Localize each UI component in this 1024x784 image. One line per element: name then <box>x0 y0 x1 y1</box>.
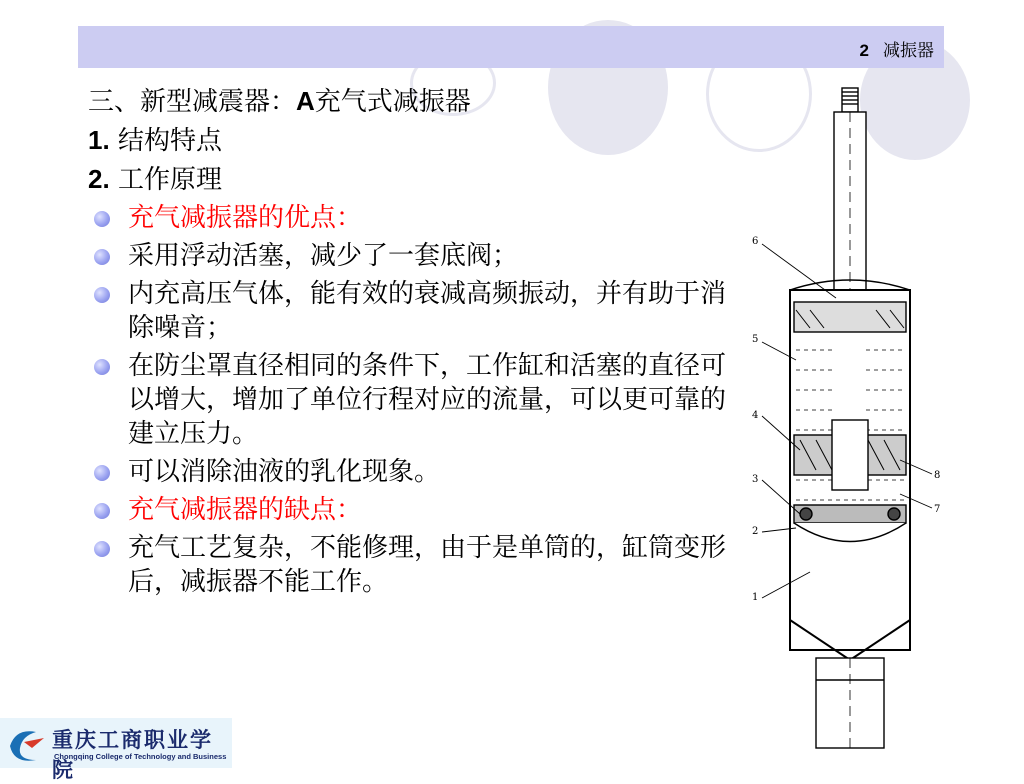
college-logo <box>0 718 232 782</box>
label-6: 6 <box>752 236 759 247</box>
bullet-dot-icon <box>94 541 110 557</box>
bullet-item <box>88 349 728 451</box>
section-title: 减振器 <box>883 41 934 61</box>
logo-emblem-icon <box>2 718 52 768</box>
bullet-list <box>88 201 728 599</box>
item-number: 2. <box>88 164 110 194</box>
item-text: 工作原理 <box>109 165 222 195</box>
bullet-text: 充气减振器的优点： <box>128 203 363 233</box>
bullet-text: 内充高压气体，能有效的衰减高频振动，并有助于消除噪音； <box>128 279 727 343</box>
logo-chinese-name: 重庆工商职业学院 <box>52 727 213 782</box>
numbered-item-2 <box>88 162 728 197</box>
bullet-text: 可以消除油液的乳化现象。 <box>128 457 441 487</box>
shock-absorber-diagram <box>740 80 950 760</box>
bullet-dot-icon <box>94 359 110 375</box>
label-5: 5 <box>752 334 759 345</box>
heading-suffix: 充气式减振器 <box>314 87 471 117</box>
label-8: 8 <box>934 470 941 481</box>
header-title <box>860 36 934 61</box>
bullet-dot-icon <box>94 287 110 303</box>
label-1: 1 <box>752 592 759 603</box>
bullet-item <box>88 531 728 599</box>
bullet-text: 充气工艺复杂，不能修理，由于是单筒的，缸筒变形后，减振器不能工作。 <box>128 533 727 597</box>
bullet-text: 在防尘罩直径相同的条件下，工作缸和活塞的直径可以增大，增加了单位行程对应的流量，可以更可靠的建立压力。 <box>128 351 727 449</box>
bullet-text: 采用浮动活塞，减少了一套底阀； <box>128 241 519 271</box>
label-2: 2 <box>752 526 759 537</box>
bullet-item <box>88 201 728 235</box>
bullet-dot-icon <box>94 503 110 519</box>
bullet-text: 充气减振器的缺点： <box>128 495 363 525</box>
logo-english-name: Chongqing College of Technology and Business <box>54 752 227 761</box>
bullet-dot-icon <box>94 249 110 265</box>
slide-heading <box>88 84 728 119</box>
section-number: 2 <box>859 41 869 60</box>
bullet-dot-icon <box>94 211 110 227</box>
bullet-item <box>88 455 728 489</box>
header-bar <box>78 26 944 68</box>
bullet-item <box>88 239 728 273</box>
label-7: 7 <box>934 504 941 515</box>
bullet-item <box>88 277 728 345</box>
bullet-item <box>88 493 728 527</box>
slide-content <box>88 84 728 603</box>
bullet-dot-icon <box>94 465 110 481</box>
item-number: 1. <box>88 125 110 155</box>
label-4: 4 <box>752 410 759 421</box>
numbered-item-1 <box>88 123 728 158</box>
heading-latin: A <box>296 86 315 116</box>
item-text: 结构特点 <box>109 126 222 156</box>
label-3: 3 <box>752 474 759 485</box>
heading-prefix: 三、新型减震器： <box>88 87 297 117</box>
